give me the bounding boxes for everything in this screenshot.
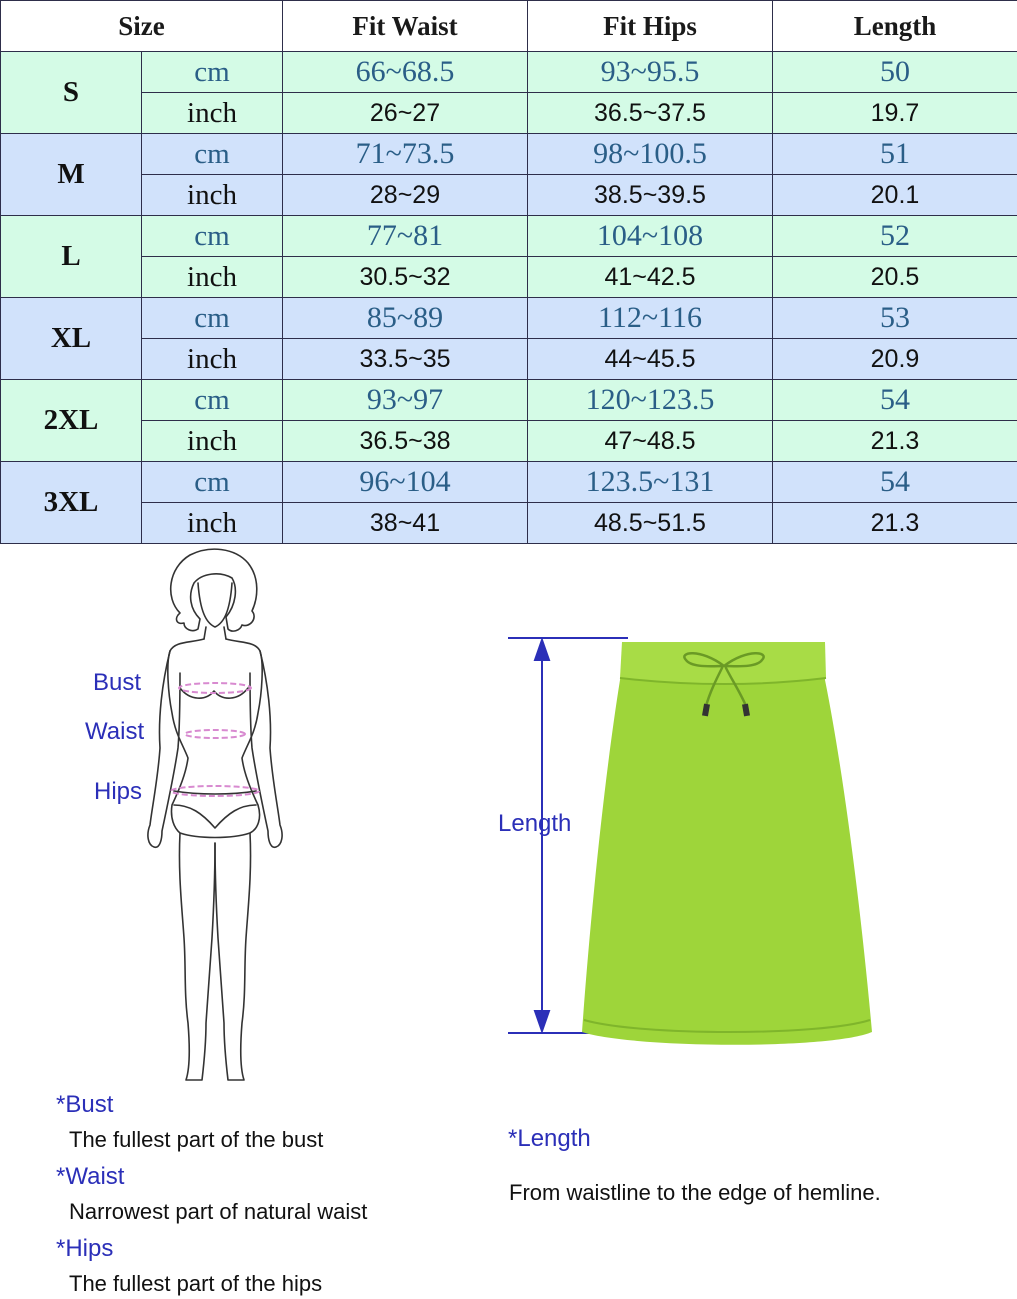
size-cell: 2XL (1, 380, 142, 462)
neck-outline (204, 627, 226, 639)
hips-cm-cell: 98~100.5 (528, 134, 773, 175)
right-arm-outline (250, 651, 282, 847)
unit-cell: cm (142, 380, 283, 421)
unit-cell: inch (142, 339, 283, 380)
unit-cell: cm (142, 216, 283, 257)
size-cell: L (1, 216, 142, 298)
table-row (1, 52, 1017, 93)
waist-cm-cell: 85~89 (283, 298, 528, 339)
waist-definition-title: *Waist (56, 1163, 125, 1190)
table-row (1, 175, 1017, 216)
length-inch-cell: 20.9 (773, 339, 1017, 380)
header-size: Size (1, 1, 283, 52)
hips-inch-cell: 48.5~51.5 (528, 503, 773, 544)
unit-cell: inch (142, 503, 283, 544)
length-arrow-head-top (535, 640, 549, 660)
hips-cm-cell: 93~95.5 (528, 52, 773, 93)
size-cell: M (1, 134, 142, 216)
length-inch-cell: 20.1 (773, 175, 1017, 216)
hips-cm-cell: 104~108 (528, 216, 773, 257)
bust-label: Bust (93, 669, 142, 696)
size-chart-table (0, 0, 1017, 544)
bust-definition-title: *Bust (56, 1091, 114, 1118)
unit-cell: cm (142, 462, 283, 503)
table-row (1, 462, 1017, 503)
unit-cell: inch (142, 257, 283, 298)
waist-measure-line (185, 730, 245, 738)
hips-inch-cell: 38.5~39.5 (528, 175, 773, 216)
waist-inch-cell: 30.5~32 (283, 257, 528, 298)
waist-label: Waist (85, 718, 145, 745)
skirt-illustration (500, 620, 880, 1060)
unit-cell: inch (142, 175, 283, 216)
hips-inch-cell: 47~48.5 (528, 421, 773, 462)
waist-definition-text: Narrowest part of natural waist (69, 1199, 368, 1224)
table-row (1, 134, 1017, 175)
table-row (1, 503, 1017, 544)
hips-inch-cell: 44~45.5 (528, 339, 773, 380)
bust-definition-text: The fullest part of the bust (69, 1127, 324, 1152)
unit-cell: cm (142, 134, 283, 175)
length-inch-cell: 21.3 (773, 421, 1017, 462)
hips-inch-cell: 41~42.5 (528, 257, 773, 298)
header-fit-hips: Fit Hips (528, 1, 773, 52)
hips-cm-cell: 120~123.5 (528, 380, 773, 421)
unit-cell: inch (142, 93, 283, 134)
length-arrow-head-bottom (535, 1011, 549, 1031)
length-cm-cell: 53 (773, 298, 1017, 339)
table-header-row (1, 1, 1017, 52)
waist-inch-cell: 26~27 (283, 93, 528, 134)
skirt-length-label: Length (498, 810, 572, 837)
waist-cm-cell: 93~97 (283, 380, 528, 421)
length-cm-cell: 54 (773, 380, 1017, 421)
waist-cm-cell: 96~104 (283, 462, 528, 503)
hips-cm-cell: 123.5~131 (528, 462, 773, 503)
length-inch-cell: 20.5 (773, 257, 1017, 298)
size-cell: XL (1, 298, 142, 380)
header-fit-waist: Fit Waist (283, 1, 528, 52)
length-definition-text: From waistline to the edge of hemline. (509, 1180, 881, 1205)
body-figure-illustration (140, 543, 300, 1088)
left-arm-outline (148, 651, 180, 847)
unit-cell: cm (142, 52, 283, 93)
skirt-body (582, 642, 872, 1045)
table-row (1, 421, 1017, 462)
length-cm-cell: 51 (773, 134, 1017, 175)
briefs-outline (174, 791, 256, 828)
waist-cm-cell: 66~68.5 (283, 52, 528, 93)
waist-cm-cell: 77~81 (283, 216, 528, 257)
size-cell: S (1, 52, 142, 134)
length-definition-title: *Length (508, 1125, 591, 1152)
hair-outline (171, 549, 257, 631)
right-leg-outline (215, 833, 251, 1080)
hips-definition-title: *Hips (56, 1235, 114, 1262)
length-cm-cell: 50 (773, 52, 1017, 93)
header-length: Length (773, 1, 1017, 52)
length-inch-cell: 19.7 (773, 93, 1017, 134)
length-cm-cell: 52 (773, 216, 1017, 257)
waist-inch-cell: 36.5~38 (283, 421, 528, 462)
table-row (1, 339, 1017, 380)
size-cell: 3XL (1, 462, 142, 544)
left-leg-outline (179, 833, 215, 1080)
skirt-waistband (620, 642, 826, 684)
unit-cell: cm (142, 298, 283, 339)
table-row (1, 380, 1017, 421)
waist-inch-cell: 28~29 (283, 175, 528, 216)
table-row (1, 216, 1017, 257)
waist-inch-cell: 38~41 (283, 503, 528, 544)
length-cm-cell: 54 (773, 462, 1017, 503)
length-inch-cell: 21.3 (773, 503, 1017, 544)
unit-cell: inch (142, 421, 283, 462)
hips-inch-cell: 36.5~37.5 (528, 93, 773, 134)
hips-cm-cell: 112~116 (528, 298, 773, 339)
table-row (1, 257, 1017, 298)
hips-label: Hips (94, 778, 143, 805)
waist-cm-cell: 71~73.5 (283, 134, 528, 175)
waist-inch-cell: 33.5~35 (283, 339, 528, 380)
table-row (1, 298, 1017, 339)
table-row (1, 93, 1017, 134)
hips-definition-text: The fullest part of the hips (69, 1271, 323, 1296)
